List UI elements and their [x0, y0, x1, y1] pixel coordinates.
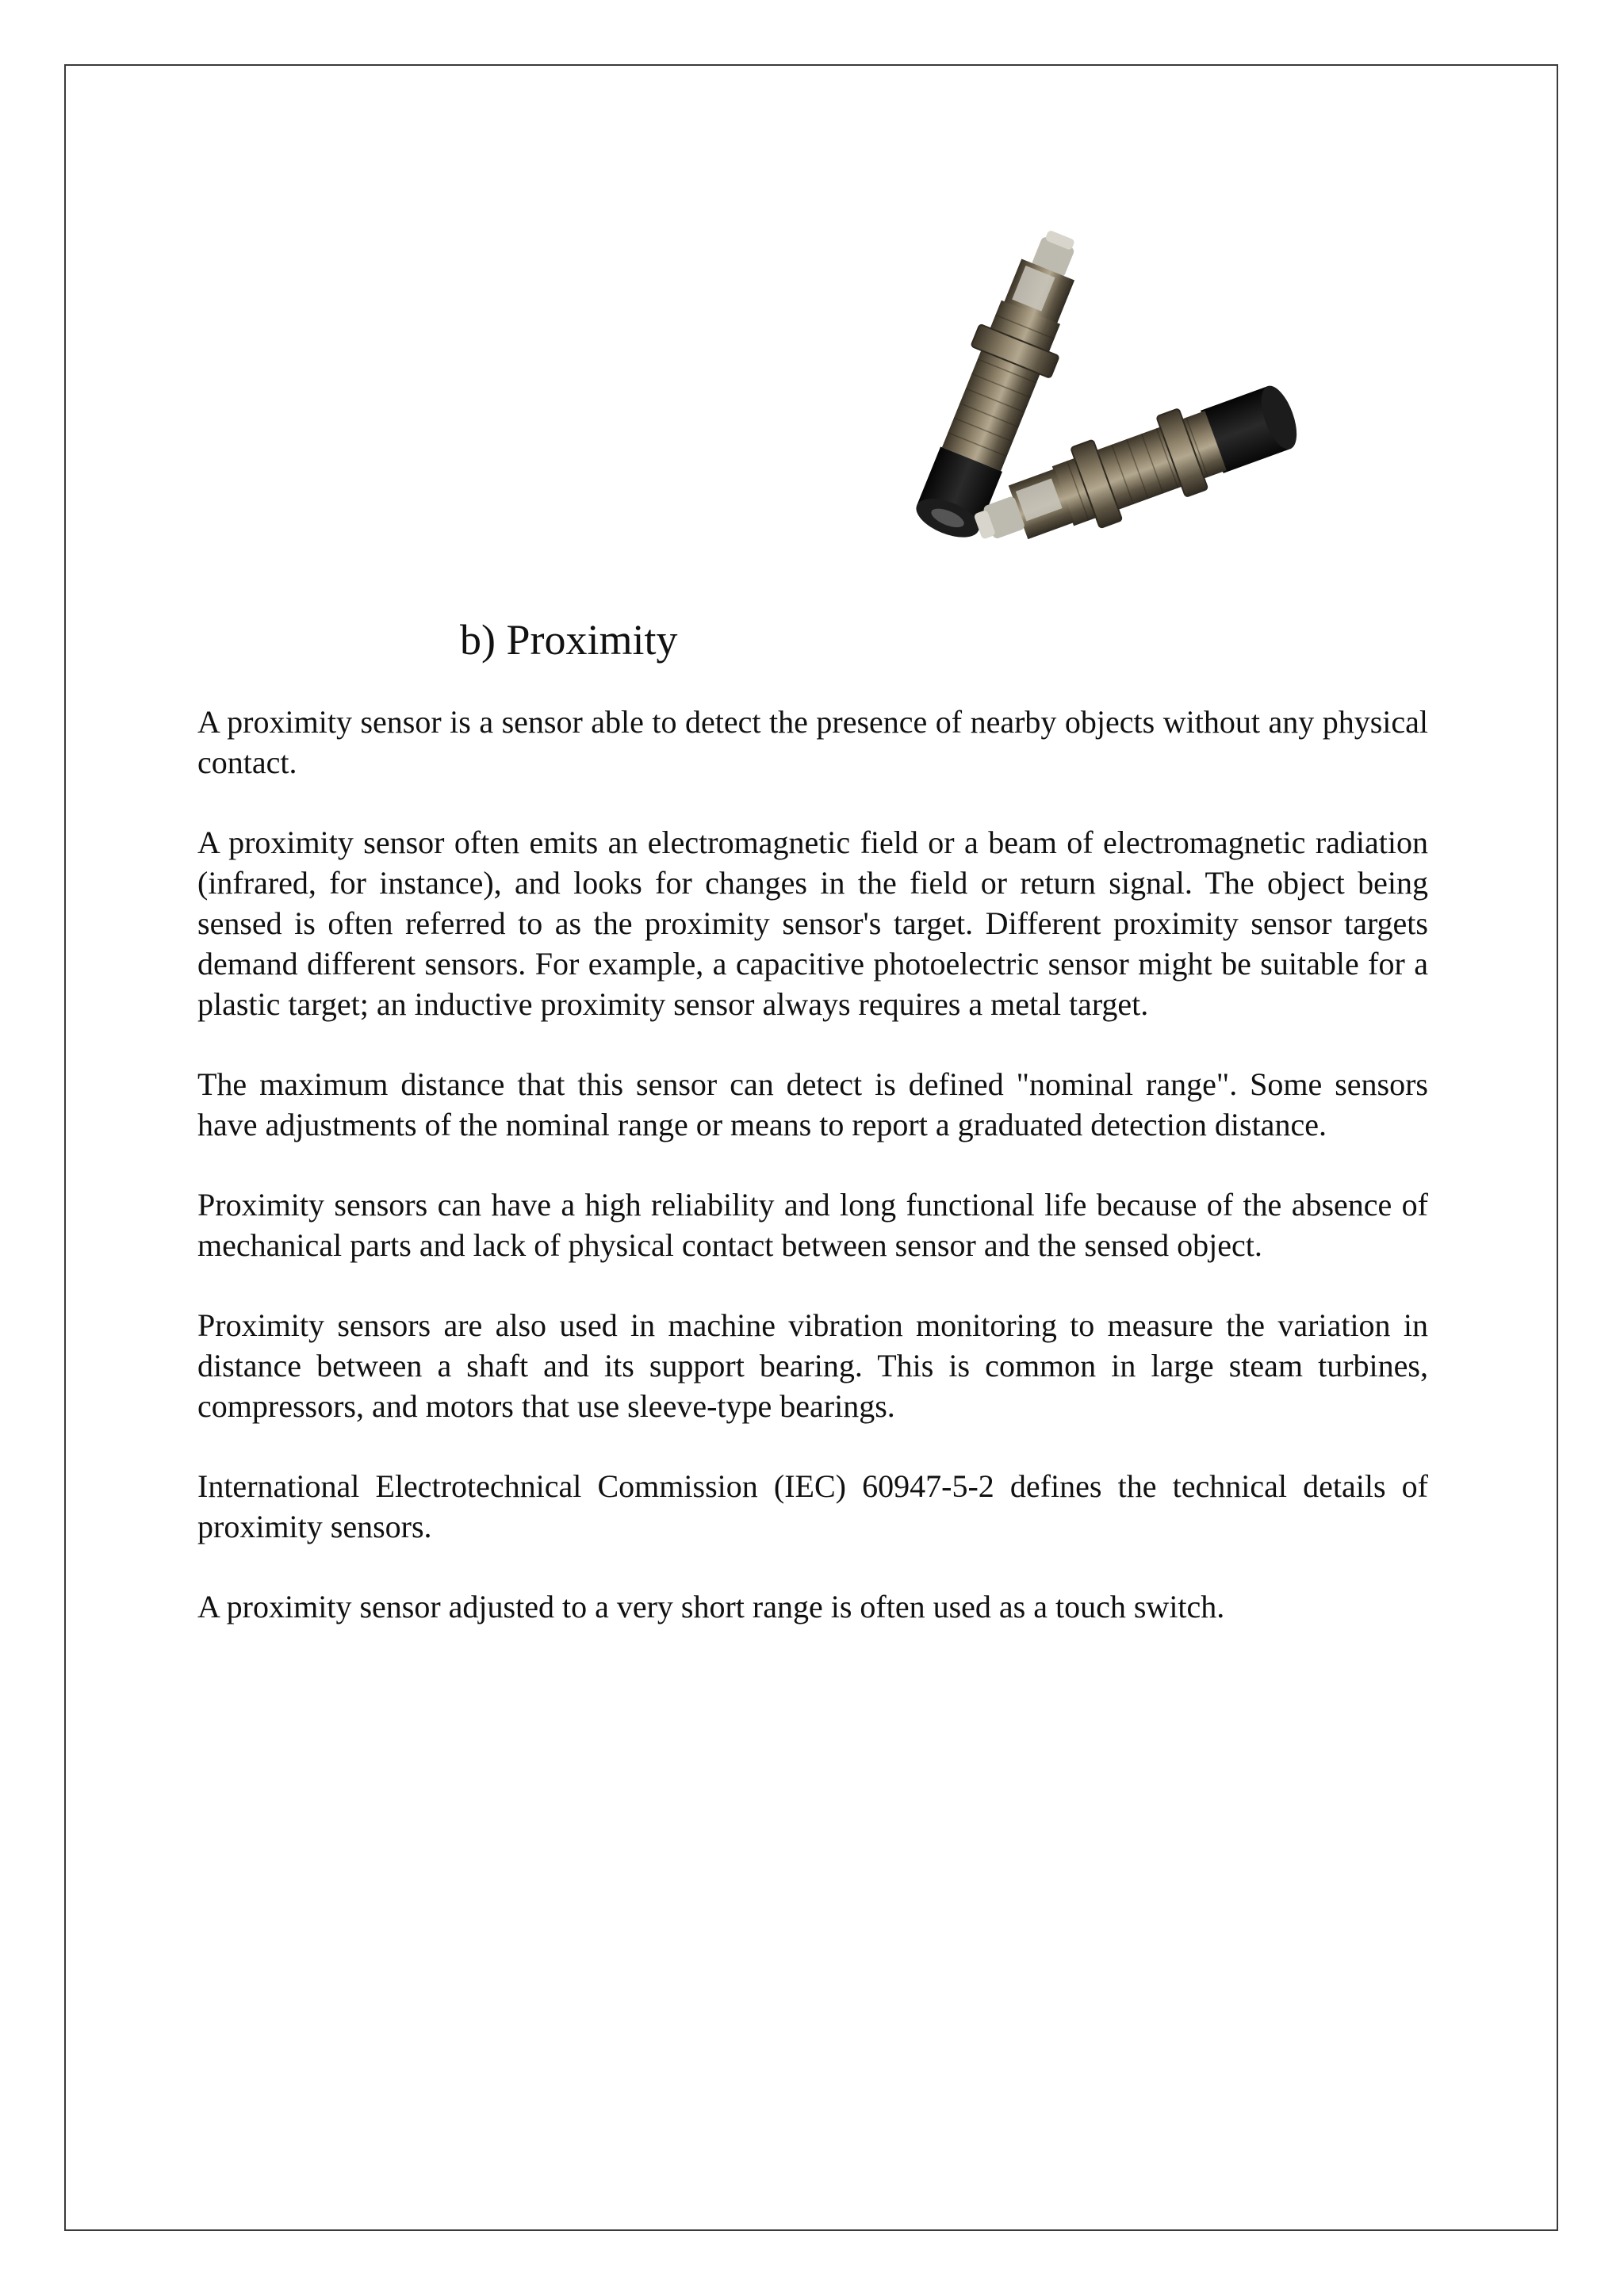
- paragraph-vibration-monitoring: Proximity sensors are also used in machine vibration monitoring to measure the variation in distance between a shaft and its support bearing. This is common in large steam turbines, compressors, and motors that use sleeve-type bearings.: [197, 1307, 1428, 1424]
- paragraph-reliability: Proximity sensors can have a high reliability and long functional life because of the absence of mechanical parts and lack of physical contact between sensor and the sensed object.: [197, 1187, 1428, 1263]
- proximity-sensors-image: [868, 218, 1304, 610]
- body-text: [197, 702, 1428, 1667]
- paragraph-operation: A proximity sensor often emits an electromagnetic field or a beam of electromagnetic radiation (infrared, for instance), and looks for changes in the field or return signal. The object being sensed is often referred to as the proximity sensor's target. Different proximity sensor targets demand different sensors. For example, a capacitive photoelectric sensor might be suitable for a plastic target; an inductive proximity sensor always requires a metal target.: [197, 825, 1428, 1022]
- paragraph-nominal-range: The maximum distance that this sensor can detect is defined "nominal range". Some sensors have adjustments of the nominal range or means to report a graduated detection distance.: [197, 1066, 1428, 1142]
- paragraph-iec-standard: International Electrotechnical Commission (IEC) 60947-5-2 defines the technical details of proximity sensors.: [197, 1468, 1428, 1544]
- paragraph-touch-switch: A proximity sensor adjusted to a very short range is often used as a touch switch.: [197, 1589, 1225, 1624]
- figure-caption: b) Proximity: [460, 616, 678, 664]
- paragraph-definition: A proximity sensor is a sensor able to detect the presence of nearby objects without any physical contact.: [197, 704, 1428, 780]
